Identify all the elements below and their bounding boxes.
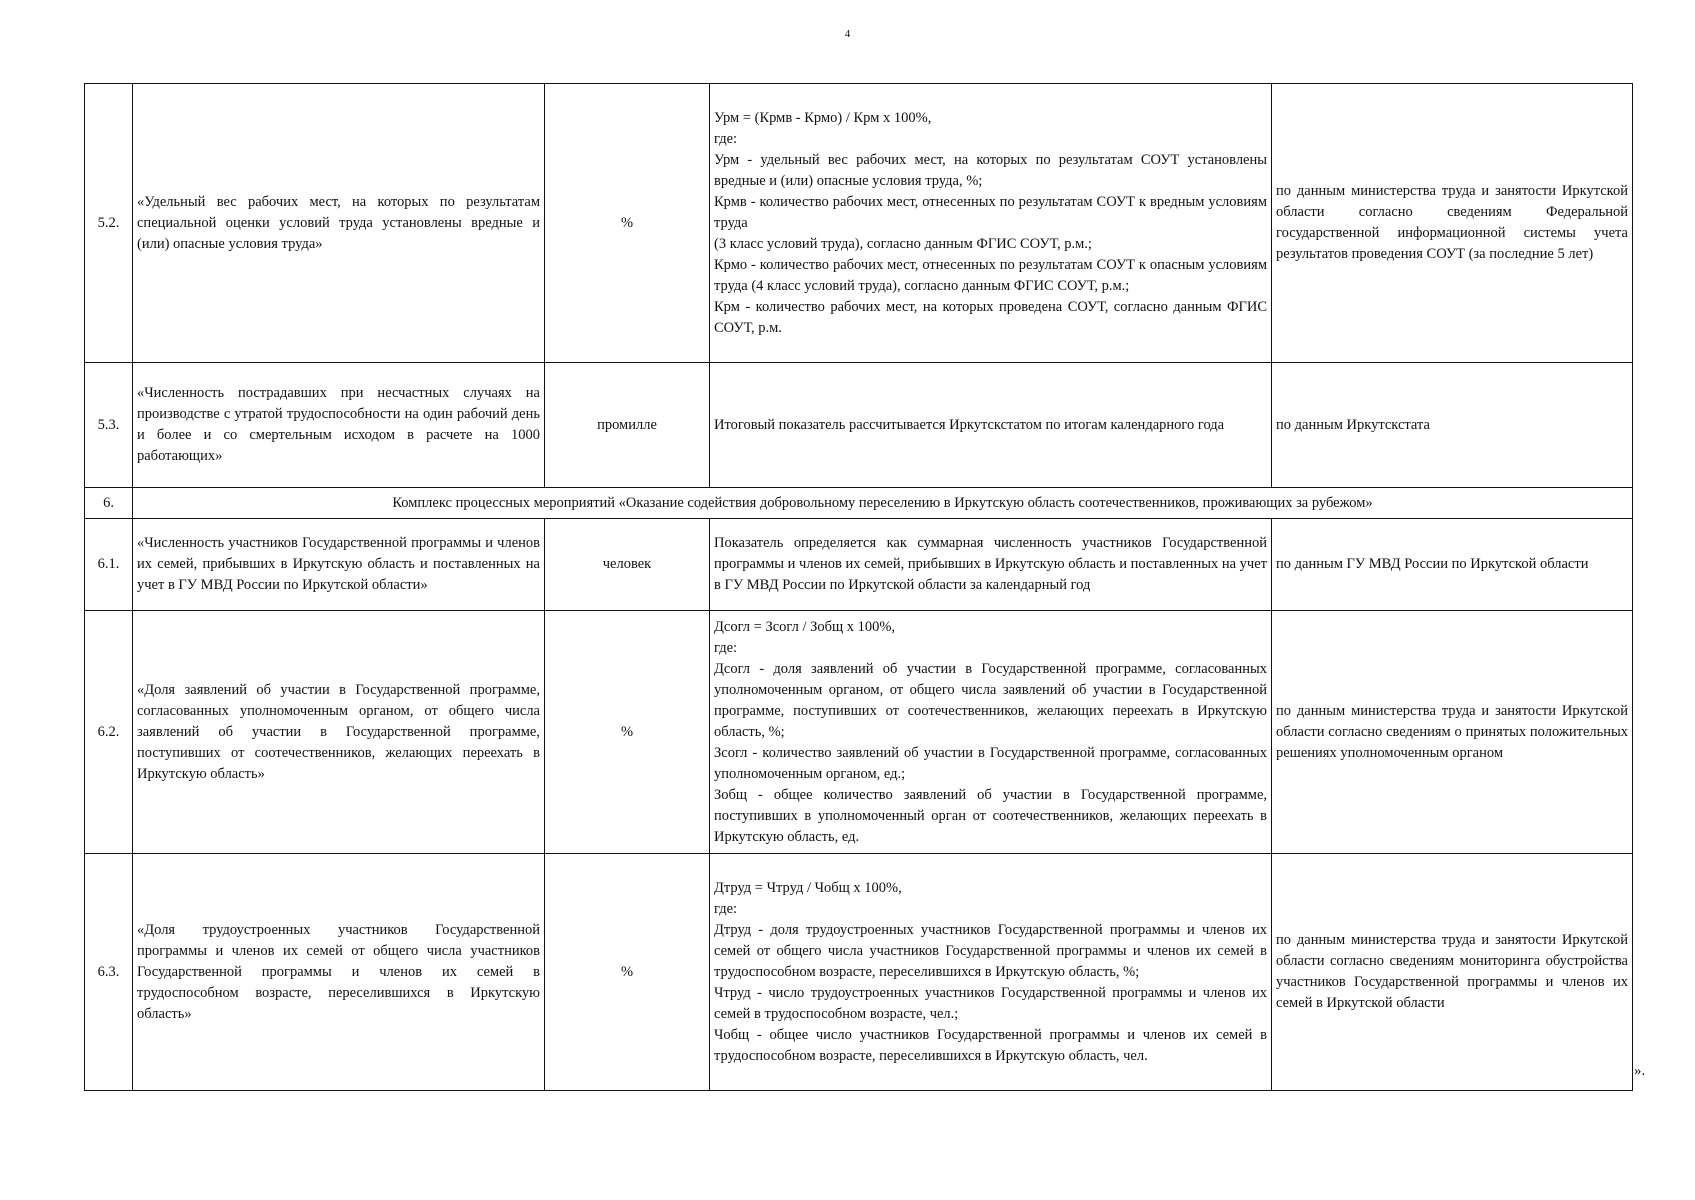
section-title: Комплекс процессных мероприятий «Оказание содействия добровольному переселению в Иркутскую область соотечественников, проживающих за рубежом» bbox=[133, 488, 1633, 519]
method-line: Дтруд = Чтруд / Чобщ х 100%, bbox=[714, 879, 902, 896]
unit-of-measure: промилле bbox=[545, 363, 710, 488]
method-line: Крм - количество рабочих мест, на которых проведена СОУТ, согласно данным ФГИС СОУТ, р.м. bbox=[714, 298, 1267, 336]
calculation-method bbox=[710, 519, 1272, 611]
data-source: по данным Иркутскстата bbox=[1272, 363, 1633, 488]
table-row-5-2 bbox=[85, 84, 1633, 363]
indicator-name: «Численность пострадавших при несчастных случаях на производстве с утратой трудоспособности на один рабочий день и более и со смертельным исходом в расчете на 1000 работающих» bbox=[133, 363, 545, 488]
method-line: Зсогл - количество заявлений об участии в Государственной программе, согласованных уполномоченным органом, ед.; bbox=[714, 744, 1267, 782]
calculation-method bbox=[710, 611, 1272, 854]
method-line: Чтруд - число трудоустроенных участников Государственной программы и членов их семей в трудоспособном возрасте, чел.; bbox=[714, 984, 1267, 1022]
row-number: 6.3. bbox=[85, 854, 133, 1091]
table-row-6-1 bbox=[85, 519, 1633, 611]
closing-quote-mark: ». bbox=[1634, 1063, 1646, 1079]
method-line: Крмо - количество рабочих мест, отнесенных по результатам СОУТ к опасным условиям труда (4 класс условий труда), согласно данным ФГИС СОУТ, р.м.; bbox=[714, 256, 1267, 294]
method-line: Крмв - количество рабочих мест, отнесенных по результатам СОУТ к вредным условиям труда bbox=[714, 193, 1267, 231]
method-line: (3 класс условий труда), согласно данным ФГИС СОУТ, р.м.; bbox=[714, 235, 1092, 252]
calculation-method bbox=[710, 363, 1272, 488]
calculation-method bbox=[710, 854, 1272, 1091]
method-line: где: bbox=[714, 639, 738, 656]
method-line: Зобщ - общее количество заявлений об участии в Государственной программе, поступивших в уполномоченный орган от соотечественников, желающих переехать в Иркутскую область, ед. bbox=[714, 786, 1267, 845]
row-number: 6.2. bbox=[85, 611, 133, 854]
method-line: Показатель определяется как суммарная численность участников Государственной программы и членов их семей, прибывших в Иркутскую область и поставленных на учет в ГУ МВД России по Иркутской области за календарный год bbox=[714, 535, 1267, 593]
indicator-name: «Доля трудоустроенных участников Государственной программы и членов их семей от общего числа участников Государственной программы и членов их семей в трудоспособном возрасте, переселившихся в Иркутскую область» bbox=[133, 854, 545, 1091]
method-line: Дсогл = Зсогл / Зобщ х 100%, bbox=[714, 618, 896, 635]
indicator-name: «Удельный вес рабочих мест, на которых по результатам специальной оценки условий труда установлены вредные и (или) опасные условия труда» bbox=[133, 84, 545, 363]
method-line: Итоговый показатель рассчитывается Иркутскстатом по итогам календарного года bbox=[714, 416, 1225, 433]
unit-of-measure: % bbox=[545, 854, 710, 1091]
table-row-6-3 bbox=[85, 854, 1633, 1091]
indicator-name: «Доля заявлений об участии в Государственной программе, согласованных уполномоченным органом, от общего числа заявлений об участии в Государственной программе, поступивших от соотечественников, желающих переехать в Иркутскую область» bbox=[133, 611, 545, 854]
method-line: Дсогл - доля заявлений об участии в Государственной программе, согласованных уполномоченным органом, от общего числа заявлений об участии в Государственной программе, поступивших от соотечественников, желающих переехать в Иркутскую область, %; bbox=[714, 660, 1267, 740]
method-line: Дтруд - доля трудоустроенных участников Государственной программы и членов их семей от общего числа участников Государственной программы и членов их семей в трудоспособном возрасте, переселившихся в Иркутскую область, %; bbox=[714, 921, 1267, 980]
method-line: Урм = (Крмв - Крмо) / Крм х 100%, bbox=[714, 109, 932, 126]
data-source: по данным ГУ МВД России по Иркутской области bbox=[1272, 519, 1633, 611]
row-number: 5.3. bbox=[85, 363, 133, 488]
page-number: 4 bbox=[844, 28, 851, 40]
row-number: 5.2. bbox=[85, 84, 133, 363]
data-source: по данным министерства труда и занятости Иркутской области согласно сведениям мониторинга обустройства участников Государственной программы и членов их семей в Иркутской области bbox=[1272, 854, 1633, 1091]
method-line: где: bbox=[714, 900, 738, 917]
method-line: где: bbox=[714, 130, 738, 147]
data-source: по данным министерства труда и занятости Иркутской области согласно сведениям Федеральной государственной информационной системы учета результатов проведения СОУТ (за последние 5 лет) bbox=[1272, 84, 1633, 363]
indicator-name: «Численность участников Государственной программы и членов их семей, прибывших в Иркутскую область и поставленных на учет в ГУ МВД России по Иркутской области» bbox=[133, 519, 545, 611]
data-source: по данным министерства труда и занятости Иркутской области согласно сведениям о принятых положительных решениях уполномоченным органом bbox=[1272, 611, 1633, 854]
table-row-5-3 bbox=[85, 363, 1633, 488]
table-row-6-2 bbox=[85, 611, 1633, 854]
row-number: 6.1. bbox=[85, 519, 133, 611]
unit-of-measure: % bbox=[545, 611, 710, 854]
method-line: Урм - удельный вес рабочих мест, на которых по результатам СОУТ установлены вредные и (или) опасные условия труда, %; bbox=[714, 151, 1267, 189]
section-number: 6. bbox=[85, 488, 133, 519]
method-line: Чобщ - общее число участников Государственной программы и членов их семей в трудоспособном возрасте, переселившихся в Иркутскую область, чел. bbox=[714, 1026, 1267, 1064]
unit-of-measure: человек bbox=[545, 519, 710, 611]
unit-of-measure: % bbox=[545, 84, 710, 363]
indicators-table bbox=[84, 83, 1633, 1091]
calculation-method bbox=[710, 84, 1272, 363]
section-row-6 bbox=[85, 488, 1633, 519]
